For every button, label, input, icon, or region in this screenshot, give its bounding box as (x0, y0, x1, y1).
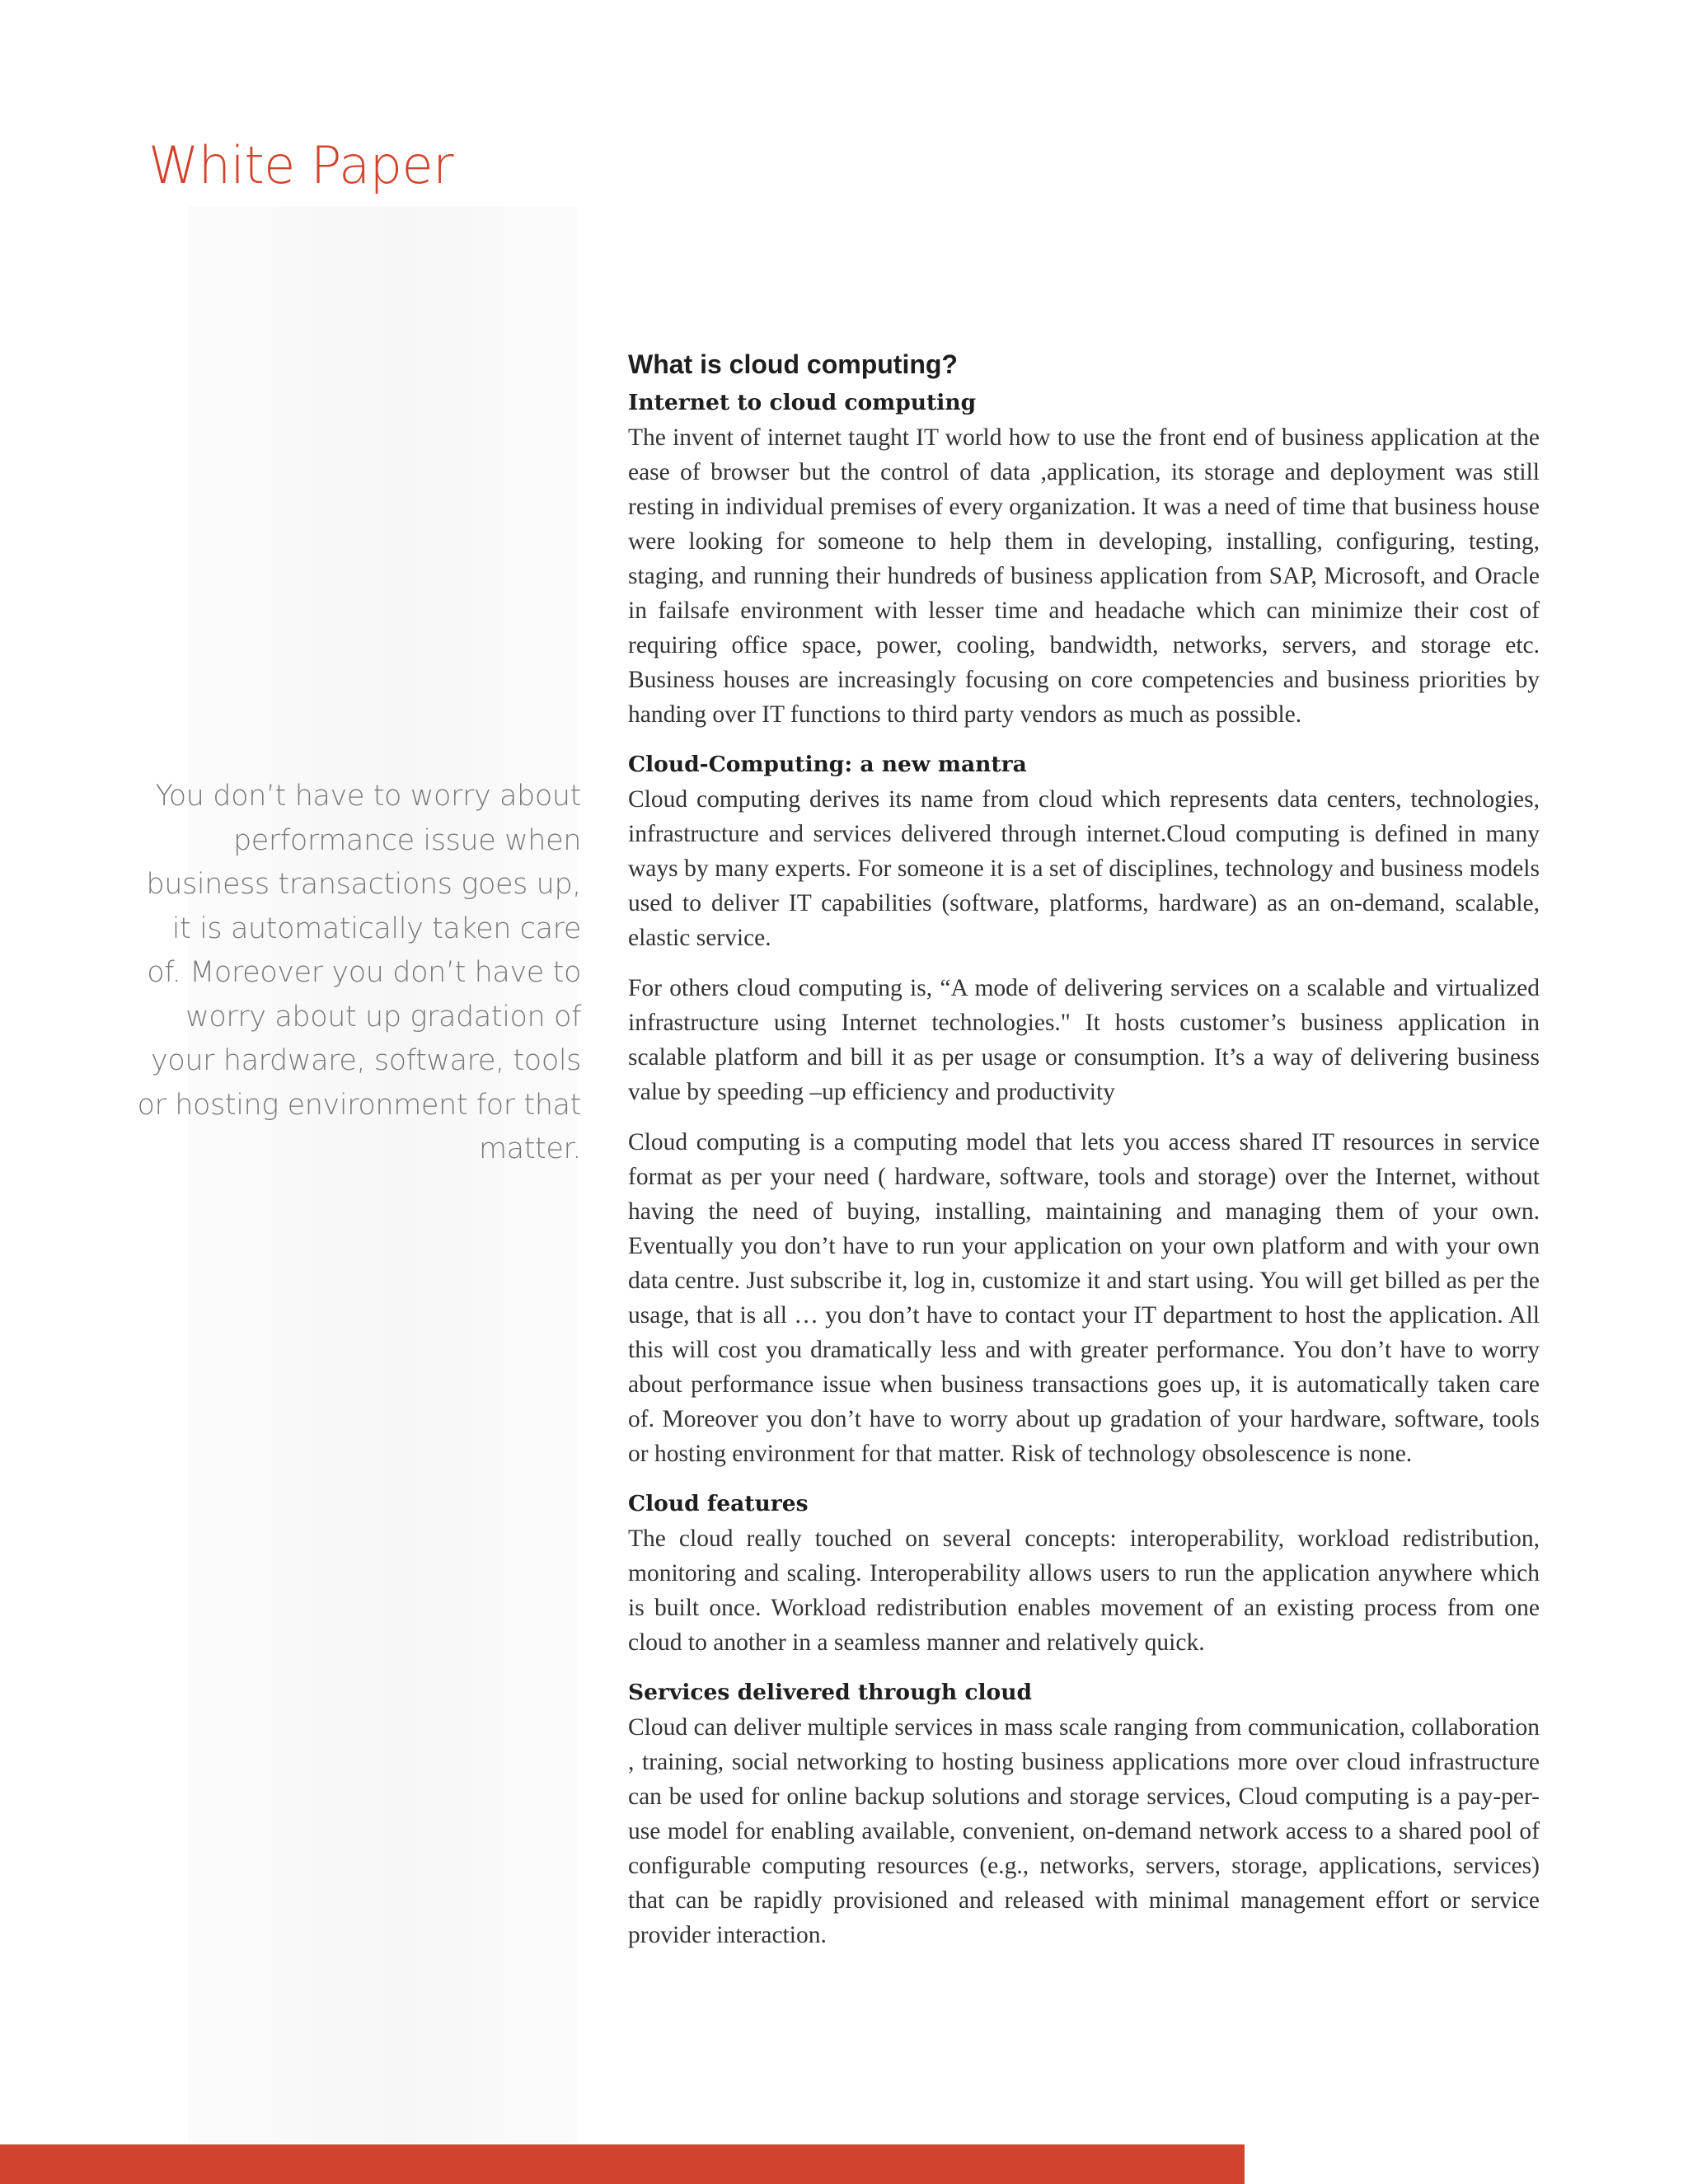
section-heading: Cloud features (628, 1491, 809, 1516)
main-heading: What is cloud computing? (628, 349, 958, 379)
section-new-mantra (628, 748, 1540, 1471)
main-content (628, 346, 1540, 1968)
pull-quote: You don’t have to worry about performance issue when business transactions goes up, it is automatically taken care of. Moreover you don’t have to worry about up gradation of your hardware, software, tools or hosting environment for that matter. (137, 780, 581, 1165)
section-heading: Cloud-Computing: a new mantra (628, 752, 1027, 777)
section-internet-to-cloud (628, 386, 1540, 732)
section-heading: Services delivered through cloud (628, 1680, 1033, 1705)
paragraph: The invent of internet taught IT world how to use the front end of business application at the ease of browser but the control of data ,application, its storage and deployment was still resting in individual premises of every organization. It was a need of time that business house were looking for someone to help them in developing, installing, configuring, testing, staging, and running their hundreds of business application from SAP, Microsoft, and Oracle in failsafe environment with lesser time and headache which can minimize their cost of requiring office space, power, cooling, bandwidth, networks, servers, and storage etc. Business houses are increasingly focusing on core competencies and business priorities by handing over IT functions to third party vendors as much as possible. (628, 424, 1540, 728)
paragraph: Cloud can deliver multiple services in mass scale ranging from communication, collaboration , training, social networking to hosting business applications more over cloud infrastructure can be used for online backup solutions and storage services, Cloud computing is a pay-per-use model for enabling available, convenient, on-demand network access to a shared pool of configurable computing resources (e.g., networks, servers, storage, applications, services) that can be rapidly provisioned and released with minimal management effort or service provider interaction. (628, 1714, 1540, 1948)
sidebar-background (188, 206, 577, 2143)
section-cloud-features (628, 1487, 1540, 1660)
footer-accent-bar (0, 2144, 1245, 2184)
page-title: White Paper (148, 135, 454, 195)
section-services-delivered (628, 1675, 1540, 1952)
paragraph: The cloud really touched on several concepts: interoperability, workload redistribution, monitoring and scaling. Interoperability allows users to run the application anywhere which is built once. Workload redistribution enables movement of an existing process from one cloud to another in a seamless manner and relatively quick. (628, 1526, 1540, 1656)
paragraph: Cloud computing derives its name from cloud which represents data centers, technologies, infrastructure and services delivered through internet.Cloud computing is defined in many ways by many experts. For someone it is a set of disciplines, technology and business models used to deliver IT capabilities (software, platforms, hardware) as an on-demand, scalable, elastic service. (628, 786, 1540, 951)
section-heading: Internet to cloud computing (628, 390, 977, 415)
paragraph: Cloud computing is a computing model that lets you access shared IT resources in service format as per your need ( hardware, software, tools and storage) over the Internet, without having the need of buying, installing, maintaining and managing them of your own. Eventually you don’t have to run your application on your own platform and with your own data centre. Just subscribe it, log in, customize it and start using. You will get billed as per the usage, that is all … you don’t have to contact your IT department to host the application. All this will cost you dramatically less and with greater performance. You don’t have to worry about performance issue when business transactions goes up, it is automatically taken care of. Moreover you don’t have to worry about up gradation of your hardware, software, tools or hosting environment for that matter. Risk of technology obsolescence is none. (628, 1129, 1540, 1467)
paragraph: For others cloud computing is, “A mode of delivering services on a scalable and virtualized infrastructure using Internet technologies." It hosts customer’s business application in scalable platform and bill it as per usage or consumption. It’s a way of delivering business value by speeding –up efficiency and productivity (628, 975, 1540, 1105)
